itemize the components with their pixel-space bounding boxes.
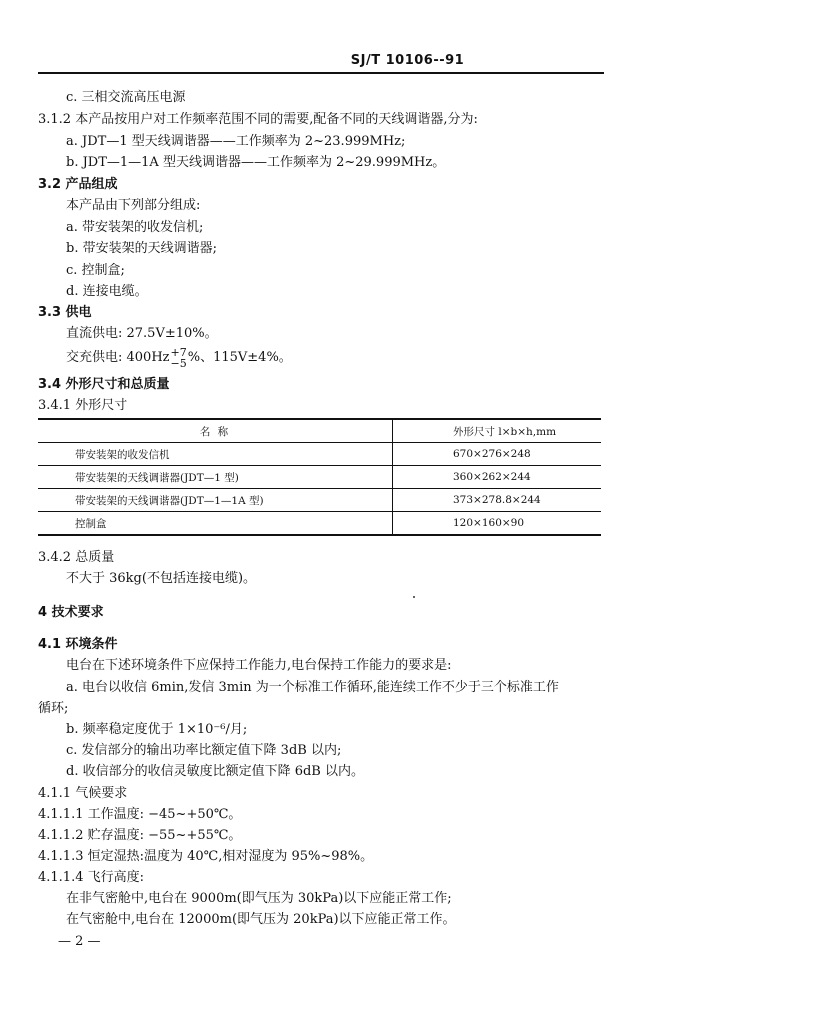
list-item-a-transceiver: a. 带安装架的收发信机; <box>66 220 204 235</box>
env-item-a-cont: 循环; <box>38 701 69 716</box>
section-4-1-heading: 4.1 环境条件 <box>38 637 118 652</box>
table-row <box>38 489 601 512</box>
table-row <box>38 443 601 466</box>
standard-number-header: SJ/T 10106--91 <box>350 53 465 68</box>
table-header-row <box>38 419 601 443</box>
env-item-b: b. 频率稳定度优于 1×10⁻⁶/月; <box>66 722 248 737</box>
section-3-4-heading: 3.4 外形尺寸和总质量 <box>38 377 170 392</box>
clause-4-1-1-4: 4.1.1.4 飞行高度: <box>38 870 144 885</box>
altitude-pressurized: 在气密舱中,电台在 12000m(即气压为 20kPa)以下应能正常工作。 <box>66 912 456 927</box>
env-item-a: a. 电台以收信 6min,发信 3min 为一个标准工作循环,能连续工作不少于三个标准工作 <box>66 680 559 695</box>
tolerance-minus: −5 <box>170 356 187 370</box>
composition-intro: 本产品由下列部分组成: <box>66 198 201 213</box>
ac-power-rest: %、115V±4%。 <box>187 350 292 365</box>
ac-power-label: 交充供电: 400Hz <box>66 350 170 365</box>
list-item-c-power: c. 三相交流高压电源 <box>66 90 186 105</box>
tolerance-plus: +7 <box>170 345 187 359</box>
header-rule <box>38 72 604 74</box>
list-item-c-control-box: c. 控制盒; <box>66 263 125 278</box>
scan-speck <box>413 596 415 598</box>
clause-4-1-1-1: 4.1.1.1 工作温度: −45~+50℃。 <box>38 807 242 822</box>
dc-power-line: 直流供电: 27.5V±10%。 <box>66 326 218 341</box>
list-item-b-antenna-tuner: b. 带安装架的天线调谐器; <box>66 241 217 256</box>
col-header-name: 名 称 <box>38 419 393 443</box>
section-3-3-heading: 3.3 供电 <box>38 305 92 320</box>
cell-dimensions: 373×278.8×244 <box>453 494 541 506</box>
altitude-non-pressurized: 在非气密舱中,电台在 9000m(即气压为 30kPa)以下应能正常工作; <box>66 891 452 906</box>
cell-dimensions: 120×160×90 <box>453 517 525 529</box>
cell-name: 带安装架的天线调谐器(JDT—1 型) <box>38 466 393 489</box>
table-row <box>38 512 601 536</box>
list-item-a-tuner: a. JDT—1 型天线调谐器——工作频率为 2~23.999MHz; <box>66 134 406 149</box>
env-item-d: d. 收信部分的收信灵敏度比额定值下降 6dB 以内。 <box>66 764 364 779</box>
ac-power-line <box>66 343 292 373</box>
cell-dimensions: 360×262×244 <box>453 471 531 483</box>
clause-4-1-1-3: 4.1.1.3 恒定湿热:温度为 40℃,相对湿度为 95%~98%。 <box>38 849 374 864</box>
clause-4-1-1-2: 4.1.1.2 贮存温度: −55~+55℃。 <box>38 828 242 843</box>
total-mass-line: 不大于 36kg(不包括连接电缆)。 <box>66 571 257 586</box>
clause-3-1-2: 3.1.2 本产品按用户对工作频率范围不同的需要,配备不同的天线调谐器,分为: <box>38 112 478 127</box>
col-header-dimensions: 外形尺寸 l×b×h,mm <box>453 425 557 438</box>
clause-3-4-1: 3.4.1 外形尺寸 <box>38 398 128 413</box>
list-item-b-tuner: b. JDT—1—1A 型天线调谐器——工作频率为 2~29.999MHz。 <box>66 155 446 170</box>
cell-name: 带安装架的天线调谐器(JDT—1—1A 型) <box>38 489 393 512</box>
section-4-heading: 4 技术要求 <box>38 605 104 620</box>
list-item-d-cable: d. 连接电缆。 <box>66 284 148 299</box>
clause-3-4-2: 3.4.2 总质量 <box>38 550 115 565</box>
table-row <box>38 466 601 489</box>
section-3-2-heading: 3.2 产品组成 <box>38 177 118 192</box>
cell-name: 带安装架的收发信机 <box>38 443 393 466</box>
tolerance-fraction <box>171 347 187 369</box>
env-item-c: c. 发信部分的输出功率比额定值下降 3dB 以内; <box>66 743 342 758</box>
cell-dimensions: 670×276×248 <box>453 448 531 460</box>
dimensions-table <box>38 418 601 536</box>
clause-4-1-1: 4.1.1 气候要求 <box>38 786 128 801</box>
env-intro: 电台在下述环境条件下应保持工作能力,电台保持工作能力的要求是: <box>66 658 452 673</box>
cell-name: 控制盒 <box>38 512 393 536</box>
page-number: — 2 — <box>58 934 101 949</box>
